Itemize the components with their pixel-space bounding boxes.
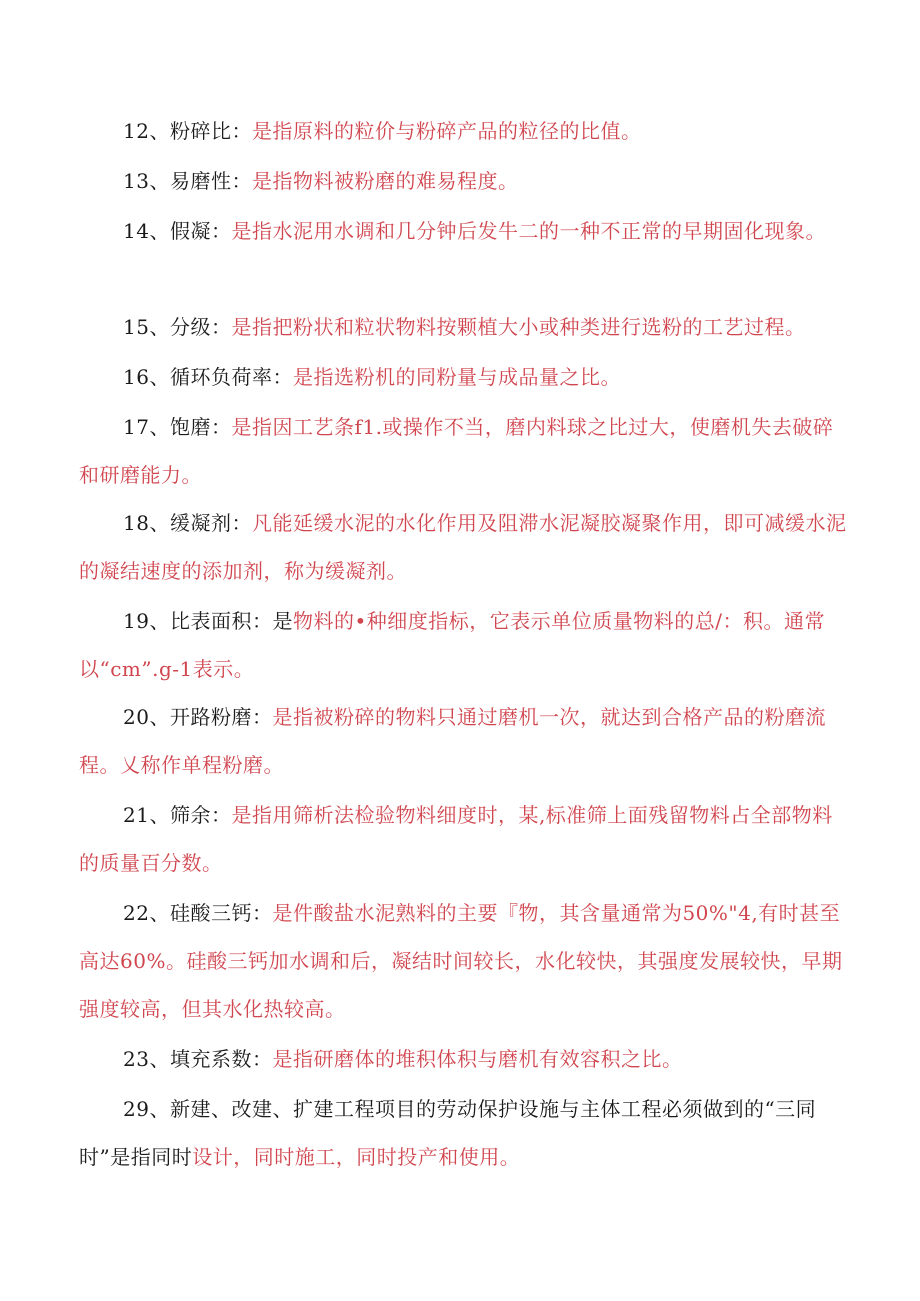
entry-13 <box>79 157 849 205</box>
entry-definition: 是指把粉状和粒状物料按颗植大小或种类进行选粉的工艺过程。 <box>231 315 806 339</box>
entry-29 <box>79 1085 849 1181</box>
entry-definition: 凡能延缓水泥的水化作用及阻滞水泥凝胶凝聚作用，即可减缓水泥的凝结速度的添加剂，称为缓凝剂。 <box>79 511 847 583</box>
entry-17 <box>79 403 849 499</box>
entry-definition: 是指研磨体的堆积体积与磨机有效容积之比。 <box>272 1047 683 1071</box>
entry-term: 20、开路粉磨： <box>123 705 273 729</box>
entry-20 <box>79 693 849 789</box>
entry-term: 22、硅酸三钙： <box>123 901 273 925</box>
entry-23 <box>79 1035 849 1083</box>
entry-22 <box>79 889 849 1033</box>
entry-term: 15、分级： <box>123 315 232 339</box>
entry-term: 12、粉碎比： <box>123 119 252 143</box>
entry-term: 29、新建、改建、扩建工程项目的劳动保护设施与主体工程必须做到的“三同时”是指同时 <box>79 1097 817 1169</box>
entry-term: 18、缓凝剂： <box>123 511 252 535</box>
entry-term: 17、饱磨： <box>123 415 232 439</box>
entry-term: 21、筛余： <box>123 803 232 827</box>
entry-14 <box>79 207 849 255</box>
entry-term: 23、填充系数： <box>123 1047 273 1071</box>
entry-term: 19、比表面积：是 <box>123 609 293 633</box>
entry-definition: 是件酸盐水泥熟料的主要『物，其含量通常为50%"4,有时甚至高达60%。硅酸三钙加水调和后，凝结时间较长，水化较快，其强度发展较快，早期强度较高，但其水化热较高。 <box>79 901 843 1021</box>
entry-definition: 是指选粉机的同粉量与成品量之比。 <box>292 365 621 389</box>
entry-definition: 是指用筛析法检验物料细度时，某,标准筛上面残留物料占全部物料的质量百分数。 <box>79 803 833 875</box>
entry-12 <box>79 107 849 155</box>
entry-15 <box>79 303 849 351</box>
entry-definition: 物料的•种细度指标，它表示单位质量物料的总/：积。通常以“cm”.g-1表示。 <box>79 609 825 681</box>
entry-21 <box>79 791 849 887</box>
entry-definition: 是指原料的粒价与粉碎产品的粒径的比值。 <box>251 119 642 143</box>
entry-definition: 是指物料被粉磨的难易程度。 <box>251 169 519 193</box>
entry-16 <box>79 353 849 401</box>
entry-term: 13、易磨性： <box>123 169 252 193</box>
entry-term: 14、假凝： <box>123 219 232 243</box>
entry-18 <box>79 499 849 595</box>
entry-definition: 是指被粉碎的物料只通过磨机一次，就达到合格产品的粉磨流程。乂称作单程粉磨。 <box>79 705 826 777</box>
entry-19 <box>79 597 849 693</box>
entry-definition: 是指水泥用水调和几分钟后发牛二的一种不正常的早期固化现象。 <box>231 219 826 243</box>
entry-definition: 设计，同时施工，同时投产和使用。 <box>192 1145 521 1169</box>
entry-definition: 是指因工艺条f1.或操作不当，磨内料球之比过大，使磨机失去破碎和研磨能力。 <box>79 415 834 487</box>
entry-term: 16、循环负荷率： <box>123 365 293 389</box>
